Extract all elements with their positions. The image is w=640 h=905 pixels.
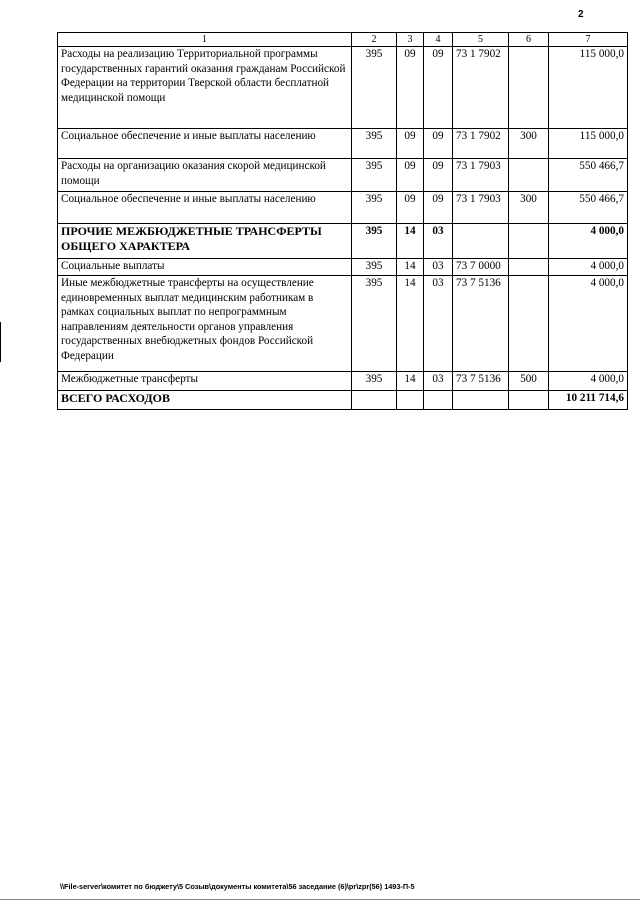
cell-target-article: 73 7 5136 <box>453 372 509 391</box>
row-name: Расходы на реализацию Территориальной программы государственных гарантий оказания гражданам Российской Федерации на территории Тверской области бесплатной медицинской помощи <box>58 47 352 129</box>
cell-section: 14 <box>397 372 424 391</box>
column-number-2: 2 <box>352 33 397 47</box>
cell-section: 09 <box>397 192 424 224</box>
cell-admin-code: 395 <box>352 276 397 372</box>
cell-section: 14 <box>397 276 424 372</box>
table-row <box>58 129 628 159</box>
column-number-6: 6 <box>509 33 549 47</box>
row-name: Межбюджетные трансферты <box>58 372 352 391</box>
row-name: Расходы на организацию оказания скорой медицинской помощи <box>58 159 352 192</box>
cell-subsection: 09 <box>424 47 453 129</box>
cell-subsection: 09 <box>424 192 453 224</box>
table-row-section <box>58 224 628 259</box>
cell-admin-code: 395 <box>352 129 397 159</box>
column-number-3: 3 <box>397 33 424 47</box>
cell-subsection: 09 <box>424 129 453 159</box>
cell-section: 09 <box>397 129 424 159</box>
cell-expense-type <box>509 224 549 259</box>
cell-admin-code: 395 <box>352 192 397 224</box>
cell-admin-code: 395 <box>352 259 397 276</box>
cell-amount: 550 466,7 <box>549 192 628 224</box>
table-row-total <box>58 391 628 410</box>
cell-expense-type: 300 <box>509 129 549 159</box>
cell-expense-type <box>509 47 549 129</box>
cell-section: 14 <box>397 224 424 259</box>
cell-expense-type: 300 <box>509 192 549 224</box>
cell-expense-type <box>509 259 549 276</box>
cell-subsection: 03 <box>424 372 453 391</box>
cell-amount: 4 000,0 <box>549 224 628 259</box>
cell-section: 09 <box>397 159 424 192</box>
cell-subsection: 03 <box>424 276 453 372</box>
cell-amount: 4 000,0 <box>549 259 628 276</box>
cell-amount: 115 000,0 <box>549 47 628 129</box>
cell-section: 09 <box>397 47 424 129</box>
cell-expense-type: 500 <box>509 372 549 391</box>
table-row <box>58 259 628 276</box>
cell-target-article: 73 7 5136 <box>453 276 509 372</box>
cell-subsection: 09 <box>424 159 453 192</box>
table-row <box>58 372 628 391</box>
column-number-4: 4 <box>424 33 453 47</box>
cell-admin-code <box>352 391 397 410</box>
cell-subsection: 03 <box>424 224 453 259</box>
cell-subsection <box>424 391 453 410</box>
row-name: Социальные выплаты <box>58 259 352 276</box>
table-row <box>58 276 628 372</box>
row-name: ПРОЧИЕ МЕЖБЮДЖЕТНЫЕ ТРАНСФЕРТЫ ОБЩЕГО ХАРАКТЕРА <box>58 224 352 259</box>
row-name: Социальное обеспечение и иные выплаты населению <box>58 129 352 159</box>
cell-amount: 115 000,0 <box>549 129 628 159</box>
cell-admin-code: 395 <box>352 47 397 129</box>
bottom-scan-line <box>0 899 640 900</box>
column-number-7: 7 <box>549 33 628 47</box>
table-row <box>58 159 628 192</box>
budget-table <box>57 32 628 410</box>
cell-admin-code: 395 <box>352 224 397 259</box>
cell-section: 14 <box>397 259 424 276</box>
footer-file-path: \\File-server\комитет по бюджету\5 Созыв\документы комитета\56 заседание (6)\pr\zpr(56) 1493-П-5 <box>60 882 415 891</box>
cell-target-article: 73 1 7903 <box>453 192 509 224</box>
cell-target-article <box>453 224 509 259</box>
cell-expense-type <box>509 391 549 410</box>
cell-target-article <box>453 391 509 410</box>
cell-amount: 4 000,0 <box>549 372 628 391</box>
cell-amount: 4 000,0 <box>549 276 628 372</box>
row-name: Социальное обеспечение и иные выплаты населению <box>58 192 352 224</box>
column-number-5: 5 <box>453 33 509 47</box>
cell-amount: 10 211 714,6 <box>549 391 628 410</box>
table-header-row <box>58 33 628 47</box>
cell-expense-type <box>509 159 549 192</box>
cell-admin-code: 395 <box>352 159 397 192</box>
cell-section <box>397 391 424 410</box>
cell-expense-type <box>509 276 549 372</box>
cell-target-article: 73 1 7903 <box>453 159 509 192</box>
table-row <box>58 47 628 129</box>
column-number-1: 1 <box>58 33 352 47</box>
row-name: ВСЕГО РАСХОДОВ <box>58 391 352 410</box>
cell-amount: 550 466,7 <box>549 159 628 192</box>
table-row <box>58 192 628 224</box>
cell-admin-code: 395 <box>352 372 397 391</box>
cell-subsection: 03 <box>424 259 453 276</box>
cell-target-article: 73 1 7902 <box>453 47 509 129</box>
cell-target-article: 73 7 0000 <box>453 259 509 276</box>
cell-target-article: 73 1 7902 <box>453 129 509 159</box>
scan-edge-mark <box>0 322 1 362</box>
row-name: Иные межбюджетные трансферты на осуществление единовременных выплат медицинским работникам в рамках социальных выплат по непрограммным направлениям деятельности органов управления государственных внебюджетных фондов Российской Федерации <box>58 276 352 372</box>
page-number: 2 <box>578 9 584 20</box>
